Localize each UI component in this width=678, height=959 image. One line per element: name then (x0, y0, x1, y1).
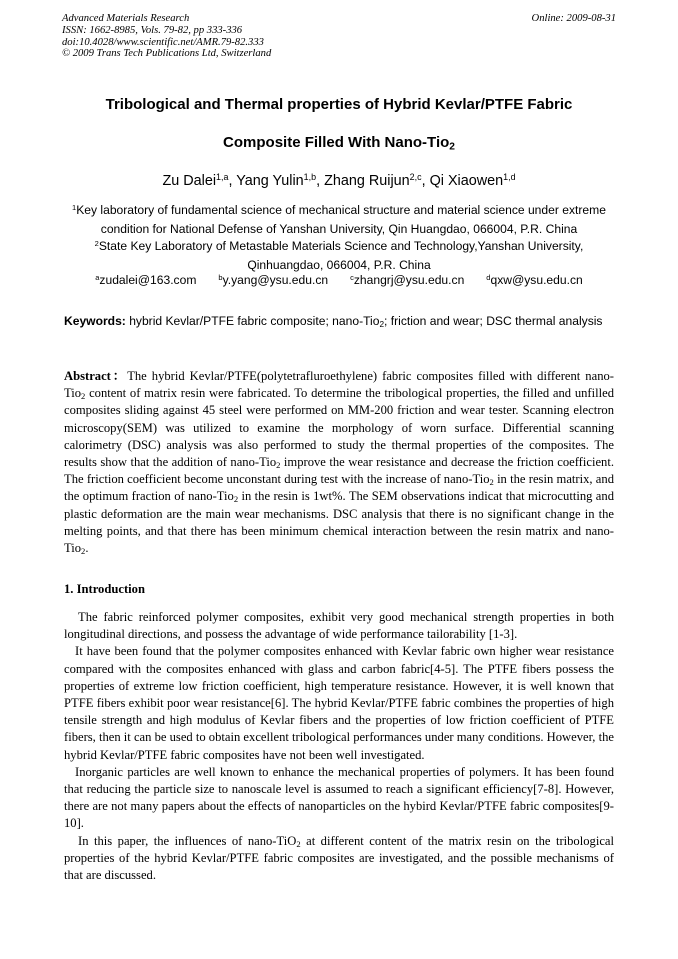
author: Qi Xiaowen$^{1,d}$ (429, 172, 516, 189)
paragraph: In this paper, the influences of nano-TiO$_2$ at different content of the matrix resin on the tribological properties of the hybrid Kevlar/PTFE fabric composites are investigated, and the possible mechanisms of that are discussed. (64, 833, 614, 883)
email-address: $^b$y.yang@ysu.edu.cn (218, 272, 329, 287)
paragraph: It have been found that the polymer composites enhanced with Kevlar fabric own higher wear resistance compared with the composites enhanced with glass and carbon fabric[4-5]. The PTFE fibers possess the properties of extreme low friction coefficient, high temperature resistance. However, it is well known that PTFE fibers exhibit poor wear resistance[6]. The hybrid Kevlar/PTFE fabric combines the properties of high tensile strength and high modulus of Kevlar fibers and the properties of low friction coefficient of PTFE fibers, then it can be used to obtain excellent tribological performances under many conditions. However, the hybrid Kevlar/PTFE fabric composites have not been well investigated. (64, 644, 614, 762)
author: Zhang Ruijun$^{2,c}$, (324, 172, 430, 189)
keywords-label: Keywords: (64, 314, 126, 328)
author: Yang Yulin$^{1,b}$, (236, 172, 325, 189)
affiliation-1: $^1$Key laboratory of fundamental science of mechanical structure and material science under extreme condition for National Defense of Yanshan University, Qin Huangdao, 066004, P.R. China (72, 202, 606, 236)
section-heading-introduction: 1. Introduction (64, 582, 145, 596)
paragraph: Inorganic particles are well known to enhance the mechanical properties of polymers. It has been found that reducing the particle size to nanoscale level is assumed to reach a significant efficiency[7-8]. However, there are not many papers about the effects of nanoparticles on the hybird Kevlar/PTFE fabric composites[9-10]. (64, 764, 614, 831)
paper-title-line-2: Composite Filled With Nano-Tio$_2$ (223, 134, 455, 153)
introduction-body (64, 609, 614, 884)
author-list (40, 173, 638, 189)
paper-title-line-1: Tribological and Thermal properties of Hybrid Kevlar/PTFE Fabric (105, 96, 573, 113)
copyright-line: © 2009 Trans Tech Publications Ltd, Switzerland (62, 48, 272, 60)
affiliation-2: $^2$State Key Laboratory of Metastable Materials Science and Technology,Yanshan University, Qinhuangdao, 066004, P.R. China (94, 238, 584, 272)
doi-line: doi:10.4028/www.scientific.net/AMR.79-82.333 (62, 36, 264, 48)
abstract-label: Abstract： (64, 369, 128, 383)
journal-name: Advanced Materials Research (62, 13, 190, 24)
online-date: Online: 2009-08-31 (531, 13, 616, 24)
issn-line: ISSN: 1662-8985, Vols. 79-82, pp 333-336 (62, 24, 243, 36)
author: Zu Dalei$^{1,a}$, (162, 172, 237, 189)
paragraph: The fabric reinforced polymer composites, exhibit very good mechanical strength properties in both longitudinal directions, and possess the advantage of wide performance tailorability [1-3]. (64, 610, 614, 642)
email-address: $^c$zhangrj@ysu.edu.cn (350, 272, 465, 287)
keywords: Keywords: hybrid Kevlar/PTFE fabric composite; nano-Tio$_2$; friction and wear; DSC thermal analysis (64, 314, 603, 330)
page-header (62, 13, 616, 60)
abstract: Abstract：The hybrid Kevlar/PTFE(polytetrafluroethylene) fabric composites filled with different nano-Tio$_2$ content of matrix resin were fabricated. To determine the tribological properties, the filled and unfilled composites sliding against 45 steel were performed on MM-200 friction and wear tester. Scanning electron microscopy(SEM) was utilized to examine the morphology of worn surface. Differential scanning calorimetry (DSC) analysis was also performed to study the thermal properties of the composites. The results show that the addition of nano-Tio$_2$ improve the wear resistance and decrease the friction coefficient. The friction coefficient become unconstant during test with the increase of nano-Tio$_2$ in the resin matrix, and the optimum fraction of nano-Tio$_2$ in the resin is 1wt%. The SEM observations indicat that microcutting and plastic deformation are the main wear mechanisms. DSC analysis that there is no significant change in the melting points, and that there has been minimum chemical interaction between the resin matrix and nano-Tio$_2$. (64, 369, 614, 557)
email-address: $^d$qxw@ysu.edu.cn (486, 272, 583, 287)
email-list (40, 273, 638, 287)
email-address: $^a$zudalei@163.com (95, 272, 197, 287)
